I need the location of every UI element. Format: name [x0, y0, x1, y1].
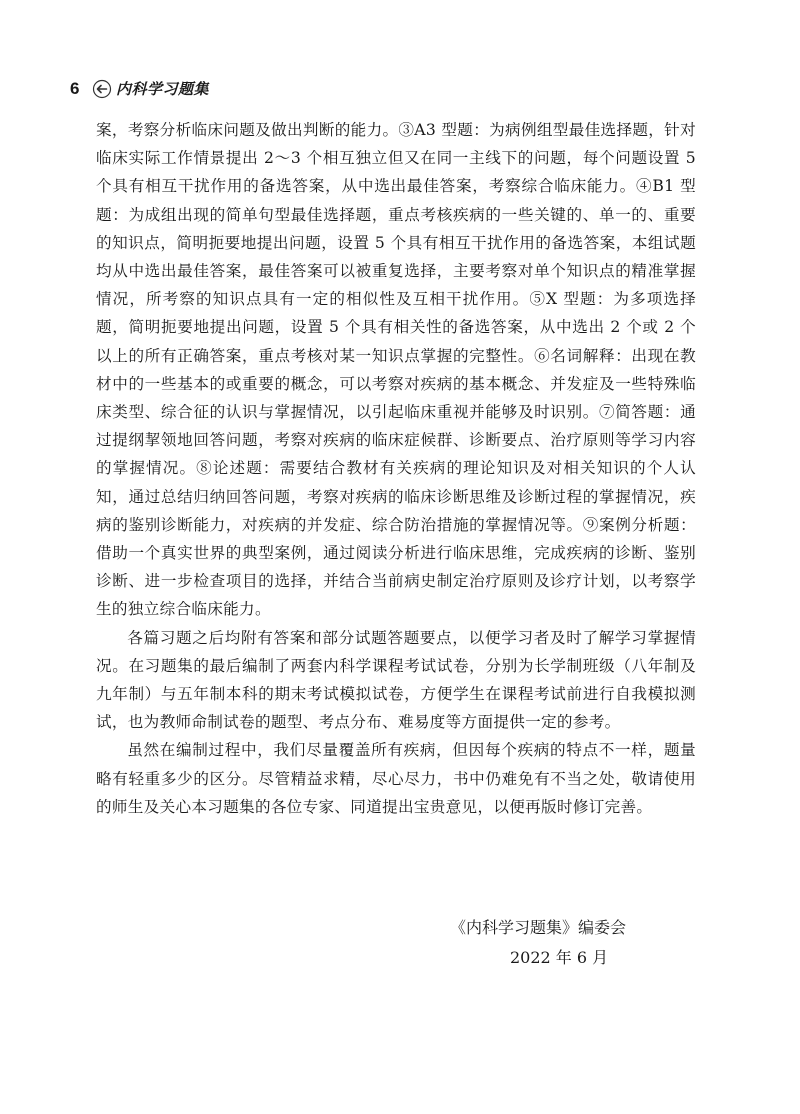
paragraph-answers: 各篇习题之后均附有答案和部分试题答题要点，以便学习者及时了解学习掌握情况。在习题集的最后编制了两套内科学课程考试试卷，分别为长学制班级（八年制及九年制）与五年制本科的期末考试模拟试卷，方便学生在课程考试前进行自我模拟测试，也为教师命制试卷的题型、考点分布、难易度等方面提供一定的参考。: [96, 628, 696, 732]
arrow-left-icon: [92, 79, 112, 99]
paragraph-closing: 虽然在编制过程中，我们尽量覆盖所有疾病，但因每个疾病的特点不一样，题量略有轻重多少的区分。尽管精益求精，尽心尽力，书中仍难免有不当之处，敬请使用的师生及关心本习题集的各位专家、同道提出宝贵意见，以便再版时修订完善。: [96, 741, 696, 816]
page-number: 6: [70, 78, 80, 98]
paragraph-continuation: 案，考察分析临床问题及做出判断的能力。③A3 型题：为病例组型最佳选择题，针对临床实际工作情景提出 2～3 个相互独立但又在同一主线下的问题，每个问题设置 5 个具有相互干扰作用的备选答案，从中选出最佳答案，考察综合临床能力。④B1 型题：为成组出现的简单句型最佳选择题，重点考核疾病的一些关键的、单一的、重要的知识点，简明扼要地提出问题，设置 5 个具有相互干扰作用的备选答案，本组试题均从中选出最佳答案，最佳答案可以被重复选择，主要考察对单个知识点的精准掌握情况，所考察的知识点具有一定的相似性及互相干扰作用。⑤X 型题：为多项选择题，简明扼要地提出问题，设置 5 个具有相关性的备选答案，从中选出 2 个或 2 个以上的所有正确答案，重点考核对某一知识点掌握的完整性。⑥名词解释：出现在教材中的一些基本的或重要的概念，可以考察对疾病的基本概念、并发症及一些特殊临床类型、综合征的认识与掌握情况，以引起临床重视并能够及时识别。⑦简答题：通过提纲挈领地回答问题，考察对疾病的临床症候群、诊断要点、治疗原则等学习内容的掌握情况。⑧论述题：需要结合教材有关疾病的理论知识及对相关知识的个人认知，通过总结归纳回答问题，考察对疾病的临床诊断思维及诊断过程的掌握情况，疾病的鉴别诊断能力，对疾病的并发症、综合防治措施的掌握情况等。⑨案例分析题：借助一个真实世界的典型案例，通过阅读分析进行临床思维，完成疾病的诊断、鉴别诊断、进一步检查项目的选择，并结合当前病史制定治疗原则及诊疗计划，以考察学生的独立综合临床能力。: [96, 121, 696, 619]
book-title: 内科学习题集: [116, 81, 210, 98]
running-header: [70, 78, 209, 99]
publication-date: 2022 年 6 月: [510, 948, 609, 967]
editorial-committee: 《内科学习题集》编委会: [450, 918, 627, 937]
body-text: [96, 116, 696, 821]
